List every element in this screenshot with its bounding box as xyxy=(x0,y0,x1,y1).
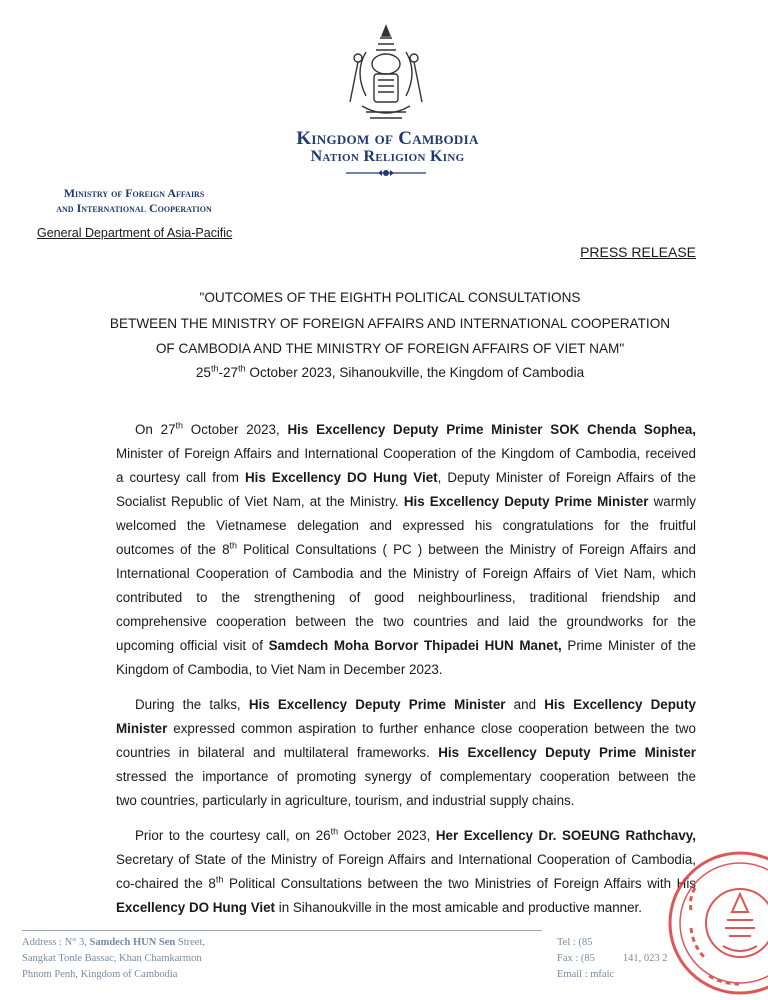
dateline: 25th-27th October 2023, Sihanoukville, the Kingdom of Cambodia xyxy=(195,363,585,380)
p3-line-3: co-chaired the 8th Political Consultations between the two Ministries of Foreign Affairs with His xyxy=(116,874,697,891)
p1-line-11: Kingdom of Cambodia, to Viet Nam in December 2023. xyxy=(116,662,443,677)
footer-divider xyxy=(22,930,542,931)
p3-line-2: Secretary of State of the Ministry of Foreign Affairs and International Cooperation of Cambodia, xyxy=(116,852,696,867)
ornament-divider xyxy=(344,168,428,178)
p3-line-4: Excellency DO Hung Viet in Sihanoukville in the most amicable and productive manner. xyxy=(116,900,642,915)
p1-line-8: contributed to the strengthening of good neighbourliness, traditional friendship and xyxy=(116,590,696,605)
p1-line-10: upcoming official visit of Samdech Moha Borvor Thipadei HUN Manet, Prime Minister of the xyxy=(116,638,696,653)
p1-line-6: outcomes of the 8th Political Consultations ( PC ) between the Ministry of Foreign Affairs and xyxy=(116,540,696,557)
p1-line-1: On 27th October 2023, His Excellency Deputy Prime Minister SOK Chenda Sophea, xyxy=(135,420,696,437)
p2-line-3: countries in bilateral and multilateral frameworks. His Excellency Deputy Prime Minister xyxy=(116,745,696,760)
p1-line-4: Socialist Republic of Viet Nam, at the Ministry. His Excellency Deputy Prime Minister warmly xyxy=(116,494,696,509)
national-motto: Nation Religion King xyxy=(310,148,465,165)
royal-arms-emblem xyxy=(336,22,436,127)
ministry-name-line1: Ministry of Foreign Affairs xyxy=(63,186,205,200)
p1-line-9: comprehensive cooperation between the two countries and laid the groundworks for the xyxy=(116,614,696,629)
contact-email: Email : mfaic xyxy=(557,969,615,980)
p2-line-5: two countries, particularly in agriculture, tourism, and industrial supply chains. xyxy=(116,793,575,808)
contact-tel: Tel : (85 xyxy=(557,937,593,948)
contact-fax: Fax : (85 141, 023 2 xyxy=(557,953,668,964)
p2-line-4: stressed the importance of promoting synergy of complementary cooperation between the xyxy=(116,769,696,784)
address-line-1: Address : N° 3, Samdech HUN Sen Street, xyxy=(22,937,206,948)
address-line-3: Phnom Penh, Kingdom of Cambodia xyxy=(22,969,178,980)
address-line-2: Sangkat Tonle Bassac, Khan Chamkarmon xyxy=(22,953,202,964)
p1-line-7: International Cooperation of Cambodia and the Ministry of Foreign Affairs of Viet Nam, which xyxy=(116,566,696,581)
p2-line-1: During the talks, His Excellency Deputy Prime Minister and His Excellency Deputy xyxy=(135,697,696,712)
kingdom-heading: Kingdom of Cambodia xyxy=(296,128,479,149)
ministry-name-line2: and International Cooperation xyxy=(56,201,212,215)
p2-line-2: Minister expressed common aspiration to further enhance close cooperation between the two xyxy=(116,721,696,736)
p3-line-1: Prior to the courtesy call, on 26th October 2023, Her Excellency Dr. SOEUNG Rathchavy, xyxy=(135,826,696,843)
press-release-label: PRESS RELEASE xyxy=(580,244,696,260)
title-line-1: "OUTCOMES OF THE EIGHTH POLITICAL CONSULTATIONS xyxy=(199,290,581,305)
title-line-3: OF CAMBODIA AND THE MINISTRY OF FOREIGN AFFAIRS OF VIET NAM" xyxy=(155,341,625,356)
official-seal-stamp xyxy=(665,828,768,998)
p1-line-2: Minister of Foreign Affairs and International Cooperation of the Kingdom of Cambodia, received xyxy=(116,446,696,461)
p1-line-5: welcomed the Vietnamese delegation and expressed his congratulations for the fruitful xyxy=(116,518,696,533)
p1-line-3: a courtesy call from His Excellency DO Hung Viet, Deputy Minister of Foreign Affairs of the xyxy=(116,470,696,485)
title-line-2: BETWEEN THE MINISTRY OF FOREIGN AFFAIRS AND INTERNATIONAL COOPERATION xyxy=(109,316,671,331)
department-name: General Department of Asia-Pacific xyxy=(37,226,233,240)
